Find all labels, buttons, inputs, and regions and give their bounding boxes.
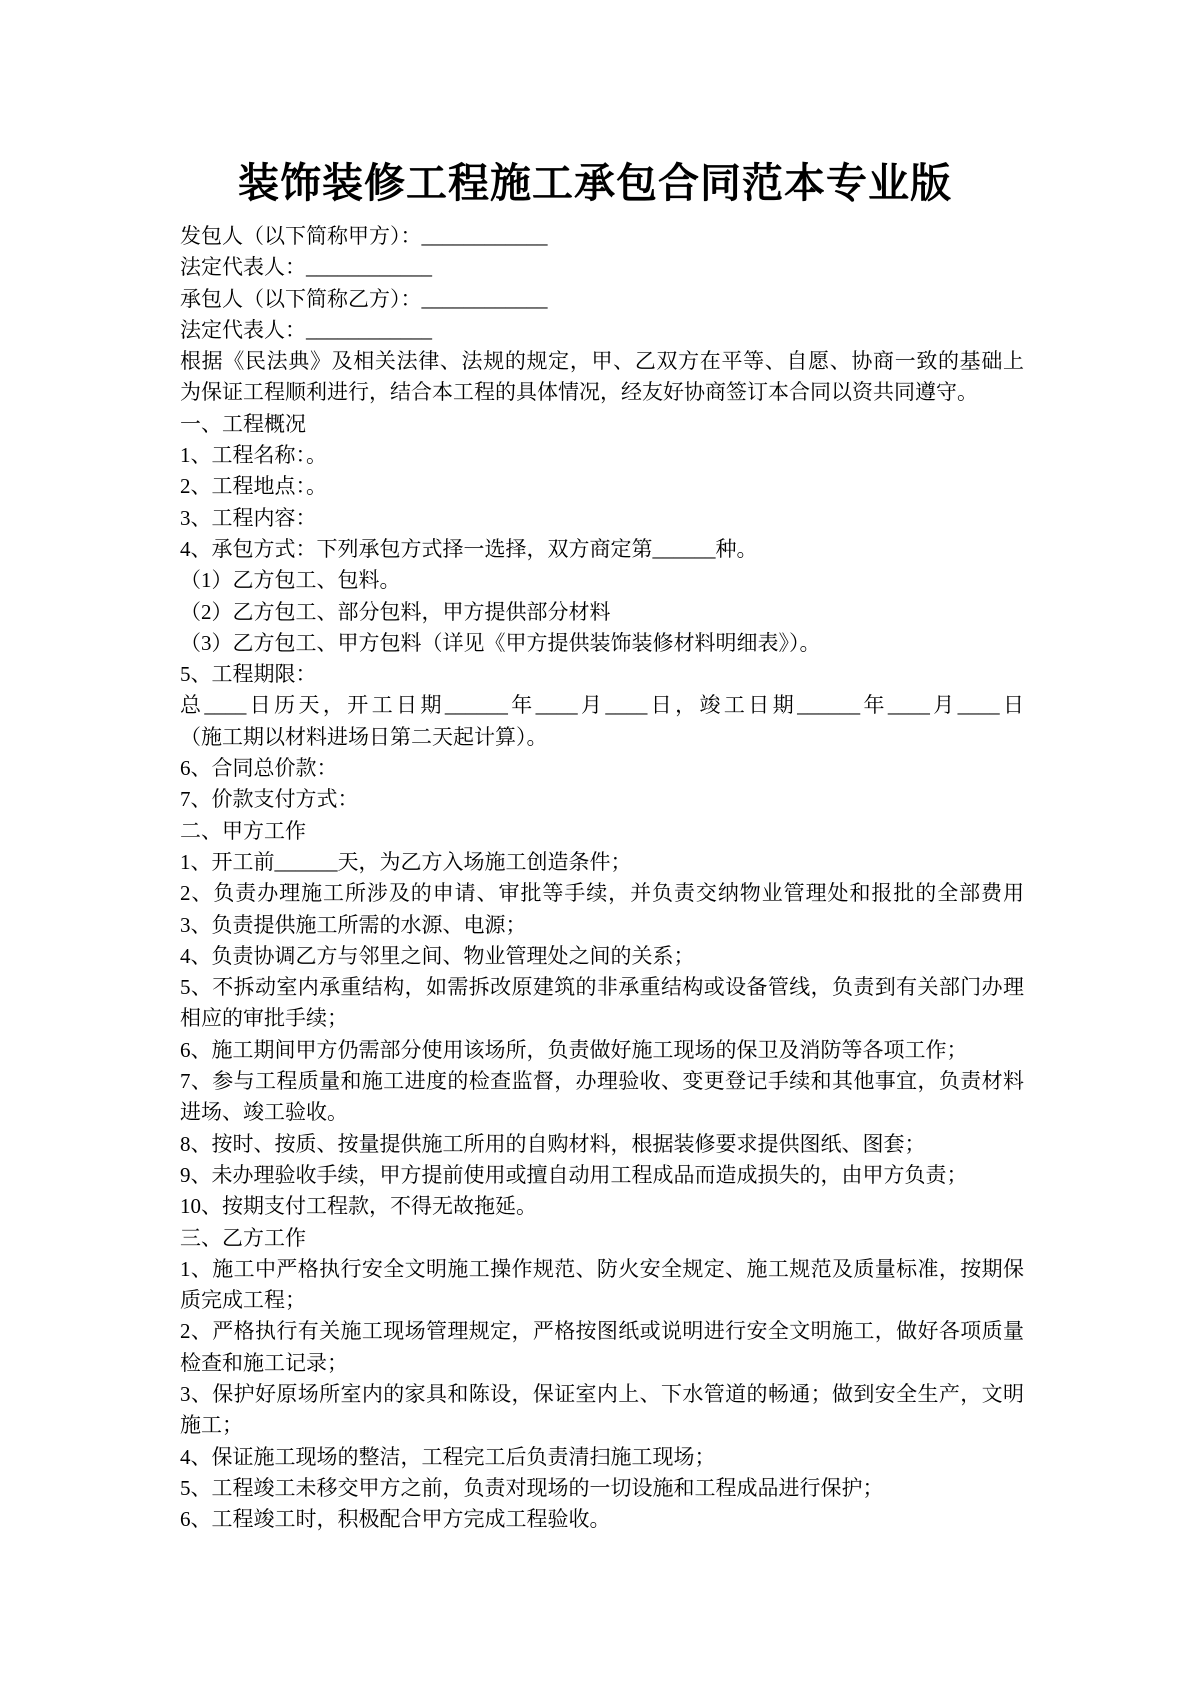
contract-line: 1、工程名称：。	[180, 443, 327, 468]
contract-line: （施工期以材料进场日第二天起计算）。	[180, 724, 548, 749]
document-body	[180, 221, 1024, 1535]
contract-line: 2、严格执行有关施工现场管理规定，严格按图纸或说明进行安全文明施工，做好各项质量	[180, 1319, 1024, 1344]
contract-line: 4、承包方式：下列承包方式择一选择，双方商定第______种。	[180, 536, 758, 561]
contract-line: 5、不拆动室内承重结构，如需拆改原建筑的非承重结构或设备管线，负责到有关部门办理	[180, 975, 1024, 1000]
contract-line: 一、工程概况	[180, 411, 306, 436]
contract-line: 2、工程地点：。	[180, 474, 327, 499]
contract-line: 4、保证施工现场的整洁，工程完工后负责清扫施工现场；	[180, 1444, 716, 1469]
contract-line: 根据《民法典》及相关法律、法规的规定，甲、乙双方在平等、自愿、协商一致的基础上	[180, 349, 1024, 374]
contract-line: 8、按时、按质、按量提供施工所用的自购材料，根据装修要求提供图纸、图套；	[180, 1131, 926, 1156]
contract-line: 6、施工期间甲方仍需部分使用该场所，负责做好施工现场的保卫及消防等各项工作；	[180, 1037, 968, 1062]
contract-line: 4、负责协调乙方与邻里之间、物业管理处之间的关系；	[180, 943, 695, 968]
contract-line: 施工；	[180, 1413, 243, 1438]
contract-line: 2、负责办理施工所涉及的申请、审批等手续，并负责交纳物业管理处和报批的全部费用	[180, 881, 1024, 906]
contract-line: 3、工程内容：	[180, 505, 317, 530]
contract-line: 6、合同总价款：	[180, 756, 338, 781]
contract-line: 二、甲方工作	[180, 818, 306, 843]
contract-line: 1、施工中严格执行安全文明施工操作规范、防火安全规定、施工规范及质量标准，按期保	[180, 1256, 1024, 1281]
contract-line: 发包人（以下简称甲方）：____________	[180, 224, 548, 248]
contract-line: 1、开工前______天，为乙方入场施工创造条件；	[180, 849, 632, 874]
contract-line: 7、参与工程质量和施工进度的检查监督，办理验收、变更登记手续和其他事宜，负责材料	[180, 1069, 1024, 1094]
contract-line: 检查和施工记录；	[180, 1350, 348, 1375]
document-title: 装饰装修工程施工承包合同范本专业版	[238, 160, 952, 206]
contract-line: 三、乙方工作	[180, 1225, 306, 1250]
contract-line: 5、工程竣工未移交甲方之前，负责对现场的一切设施和工程成品进行保护；	[180, 1475, 884, 1500]
contract-line: 3、保护好原场所室内的家具和陈设，保证室内上、下水管道的畅通；做到安全生产，文明	[180, 1381, 1024, 1406]
contract-line: 总____日历天，开工日期______年____月____日，竣工日期______年____月____日	[180, 693, 1024, 718]
contract-line: （1）乙方包工、包料。	[180, 568, 401, 593]
contract-line: 质完成工程；	[180, 1288, 306, 1313]
contract-line: 相应的审批手续；	[180, 1006, 348, 1031]
contract-line: 进场、竣工验收。	[180, 1100, 348, 1125]
contract-line: 承包人（以下简称乙方）：____________	[180, 286, 548, 311]
contract-line: 7、价款支付方式：	[180, 787, 359, 812]
contract-line: （2）乙方包工、部分包料，甲方提供部分材料	[180, 599, 611, 624]
contract-line: 法定代表人：____________	[180, 317, 432, 342]
contract-line: 法定代表人：____________	[180, 255, 432, 280]
contract-line: （3）乙方包工、甲方包料（详见《甲方提供装饰装修材料明细表》）。	[180, 630, 821, 655]
contract-line: 为保证工程顺利进行，结合本工程的具体情况，经友好协商签订本合同以资共同遵守。	[180, 380, 978, 405]
contract-line: 9、未办理验收手续，甲方提前使用或擅自动用工程成品而造成损失的，由甲方负责；	[180, 1162, 968, 1187]
contract-line: 6、工程竣工时，积极配合甲方完成工程验收。	[180, 1507, 611, 1532]
contract-line: 3、负责提供施工所需的水源、电源；	[180, 912, 527, 937]
contract-line: 10、按期支付工程款，不得无故拖延。	[180, 1194, 537, 1219]
contract-line: 5、工程期限：	[180, 662, 317, 687]
